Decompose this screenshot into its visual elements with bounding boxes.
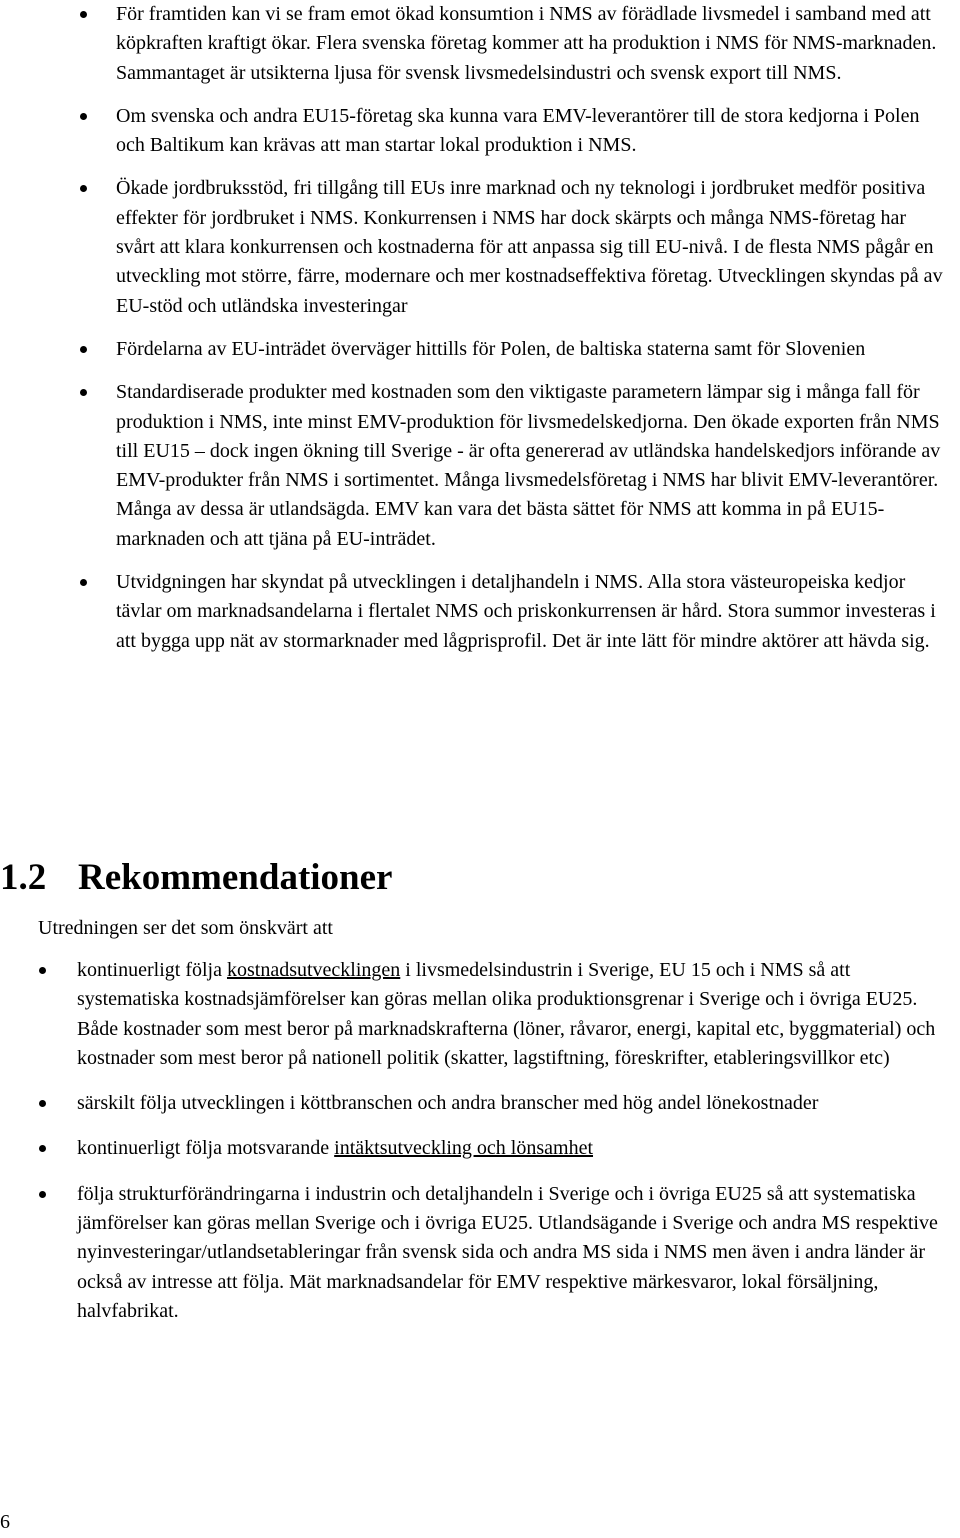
list-item: [116, 335, 946, 364]
section-intro: Utredningen ser det som önskvärt att: [38, 917, 333, 939]
list-item: [116, 174, 946, 320]
underlined-term: intäktsutveckling och lönsamhet: [334, 1137, 594, 1160]
list-item: [116, 568, 946, 656]
list-item: [116, 102, 946, 161]
bullet-icon: [39, 967, 46, 974]
list-item-text: Utvidgningen har skyndat på utvecklingen i detaljhandeln i NMS. Alla stora västeuropeiska kedjor tävlar om marknadsandelarna i flertalet NMS och priskonkurrensen är hård. Stora summor investeras i att bygga upp nät av stormarknader med lågprisprofil. Det är inte lätt för mindre aktörer att hävda sig.: [116, 571, 936, 652]
bullet-icon: [39, 1191, 46, 1198]
section-title: Rekommendationer: [78, 857, 393, 898]
list-item-text: Om svenska och andra EU15-företag ska kunna vara EMV-leverantörer till de stora kedjorna i Polen och Baltikum kan krävas att man startar lokal produktion i NMS.: [116, 104, 920, 157]
list-item: [116, 378, 946, 554]
list-item: [77, 1180, 947, 1326]
list-item-text: särskilt följa utvecklingen i köttbranschen och andra branscher med hög andel lönekostnader: [77, 1092, 819, 1115]
list-item-text: följa strukturförändringarna i industrin och detaljhandeln i Sverige och i övriga EU25 så att systematiska jämförelser kan göras mellan Sverige och i övriga EU25. Utlandsägande i Sverige och andra MS respektive nyinvesteringar/utlandsetableringar från svensk sida och andra MS sida i NMS men även i andra länder är också av intresse att följa. Mät marknadsandelar för EMV respektive märkesvaror, lokal försäljning, halvfabrikat.: [77, 1182, 938, 1322]
bullet-icon: [80, 185, 87, 192]
bullet-icon: [80, 579, 87, 586]
item-text-lead: kontinuerligt följa: [77, 959, 227, 981]
underlined-term: kostnadsutvecklingen: [226, 959, 401, 981]
list-item-text: Ökade jordbruksstöd, fri tillgång till EUs inre marknad och ny teknologi i jordbruket medför positiva effekter för jordbruket i NMS. Konkurrensen i NMS har dock skärpts och många NMS-företag har svårt att klara konkurrensen och kostnaderna för att anpassa sig till EU-nivå. I de flesta NMS pågår en utveckling mot större, färre, modernare och mer kostnadseffektiva företag. Utvecklingen skyndas på av EU-stöd och utländska investeringar: [116, 177, 943, 317]
bullet-icon: [80, 346, 87, 353]
recommendations-bullet-list: [77, 956, 947, 1326]
list-item: [77, 956, 947, 1073]
bullet-icon: [39, 1145, 46, 1152]
section-number: 1.2: [0, 857, 47, 898]
list-item-text: Standardiserade produkter med kostnaden som den viktigaste parametern lämpar sig i många fall för produktion i NMS, inte minst EMV-produktion för livsmedelskedjorna. Den ökade exporten från NMS till EU15 – dock ingen ökning till Sverige - är ofta genererad av utländska handelskedjors införande av EMV-produkter från NMS i sortimentet. Många livsmedelsföretag i NMS har blivit EMV-leverantörer. Många av dessa är utlandsägda. EMV kan vara det bästa sättet för NMS att komma in på EU15-marknaden och att tjäna på EU-inträdet.: [116, 381, 941, 550]
list-item-text: [77, 956, 947, 1073]
bullet-icon: [39, 1100, 46, 1107]
bullet-icon: [80, 113, 87, 120]
list-item-text: [77, 1134, 947, 1163]
list-item-text: För framtiden kan vi se fram emot ökad konsumtion i NMS av förädlade livsmedel i samband med att köpkraften kraftigt ökar. Flera svenska företag kommer att ha produktion i NMS för NMS-marknaden. Sammantaget är utsikterna ljusa för svensk livsmedelsindustri och svensk export till NMS.: [116, 3, 937, 84]
item-text-rest: i livsmedelsindustrin i Sverige, EU 15 och i NMS så att systematiska kostnadsjämförelser kan göras mellan olika produktionsgrenar i Sverige och i övriga EU25. Både kostnader som mest beror på marknadskrafterna (löner, råvaror, energi, kapital etc, byggmaterial) och kostnader som mest beror på nationell politik (skatter, lagstiftning, föreskrifter, etableringsvillkor etc): [77, 959, 936, 1069]
page-number: 6: [0, 1511, 10, 1533]
findings-bullet-list: [116, 0, 946, 656]
bullet-icon: [80, 11, 87, 18]
section-heading: [0, 856, 392, 900]
bullet-icon: [80, 389, 87, 396]
item-text-lead: kontinuerligt följa motsvarande: [77, 1137, 335, 1160]
list-item: [77, 1134, 947, 1163]
list-item: [116, 0, 946, 88]
list-item-text: Fördelarna av EU-inträdet överväger hittills för Polen, de baltiska staterna samt för Slovenien: [116, 337, 866, 360]
list-item: [77, 1089, 947, 1118]
